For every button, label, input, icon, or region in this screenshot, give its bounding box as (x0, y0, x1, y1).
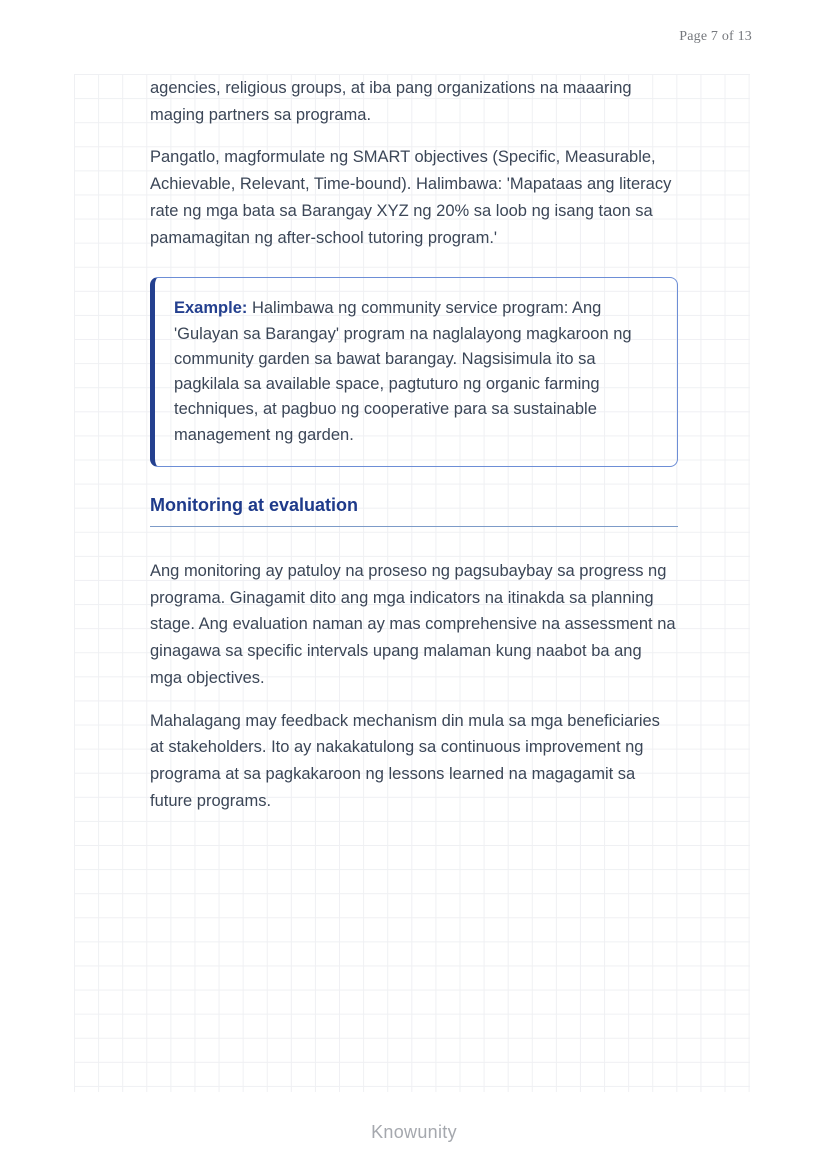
document-content (150, 74, 678, 830)
paragraph-smart-objectives: Pangatlo, magformulate ng SMART objectives (Specific, Measurable, Achievable, Relevant, Time-bound). Halimbawa: 'Mapataas ang literacy rate ng mga bata sa Barangay XYZ ng 20% sa loob ng isang taon sa pamamagitan ng after-school tutoring program.' (150, 148, 672, 247)
paragraph-partners: agencies, religious groups, at iba pang organizations na maaaring maging partners sa programa. (150, 79, 632, 124)
page-number: Page 7 of 13 (679, 29, 752, 44)
brand-footer: Knowunity (371, 1122, 457, 1142)
example-text: Halimbawa ng community service program: Ang 'Gulayan sa Barangay' program na naglalayong magkaroon ng community garden sa bawat barangay. Nagsisimula ito sa pagkilala sa available space, pagtuturo ng organic farming techniques, at pagbuo ng cooperative para sa sustainable management ng garden. (174, 299, 632, 444)
paragraph-monitoring: Ang monitoring ay patuloy na proseso ng pagsubaybay sa progress ng programa. Ginagamit dito ang mga indicators na itinakda sa planning stage. Ang evaluation naman ay mas comprehensive na assessment na ginagawa sa specific intervals upang malaman kung naabot ba ang mga objectives. (150, 562, 676, 687)
example-callout (150, 277, 678, 467)
grid-paper-sheet (74, 74, 750, 1092)
paragraph-feedback: Mahalagang may feedback mechanism din mula sa mga beneficiaries at stakeholders. Ito ay nakakatulong sa continuous improvement ng programa at sa pagkakaroon ng lessons learned na magagamit sa future programs. (150, 711, 660, 810)
example-label: Example: (174, 299, 248, 318)
section-heading-monitoring: Monitoring at evaluation (150, 493, 678, 527)
